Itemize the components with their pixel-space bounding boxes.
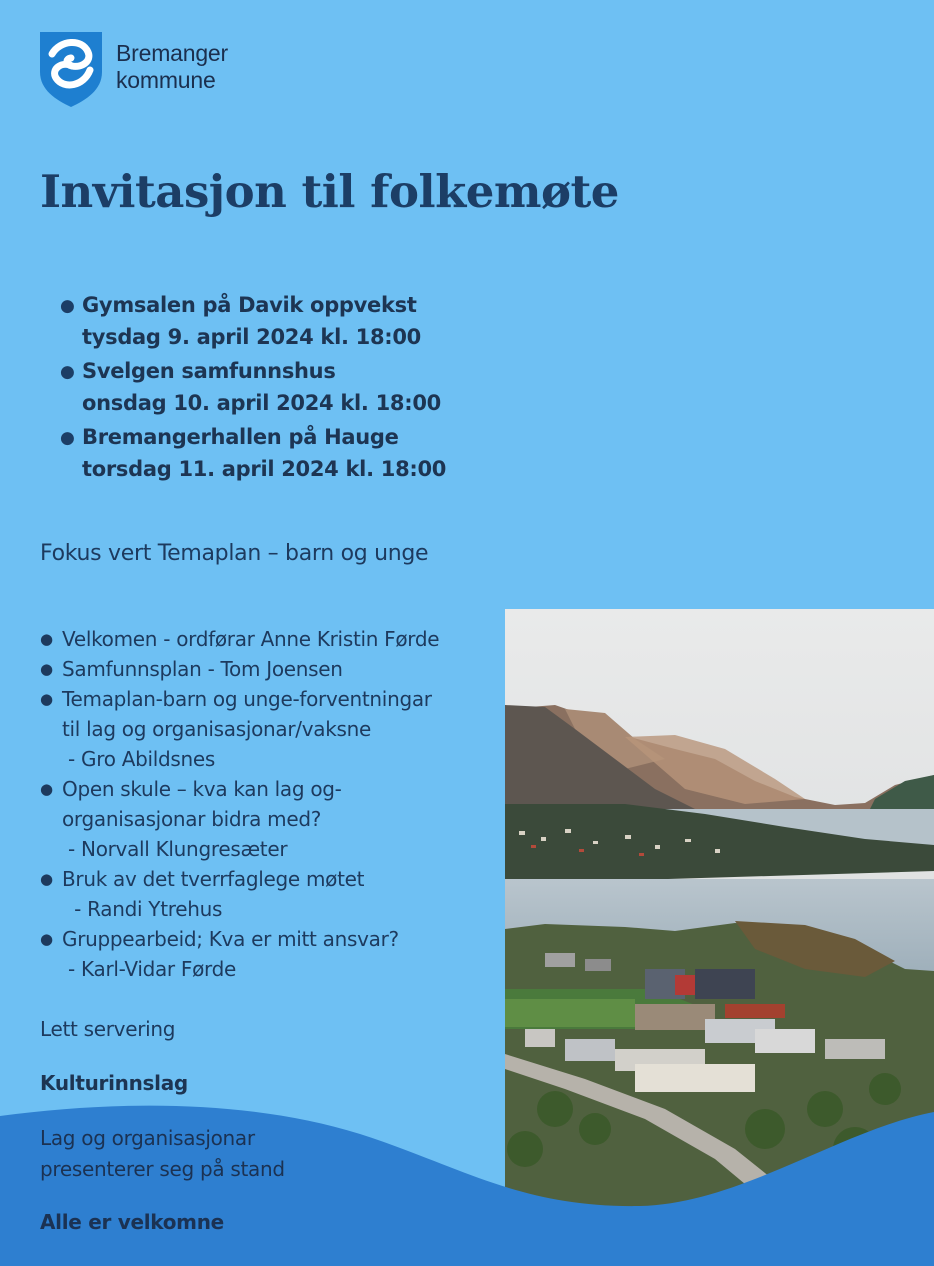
venue-item bbox=[60, 355, 446, 419]
bullet-icon: ● bbox=[40, 930, 54, 948]
welcome-note: Alle er velkomne bbox=[40, 1210, 224, 1234]
org-name-line2: kommune bbox=[116, 67, 216, 93]
stand-line: presenterer seg på stand bbox=[40, 1157, 285, 1181]
stand-line: Lag og organisasjonar bbox=[40, 1126, 255, 1150]
bullet-icon: ● bbox=[40, 690, 54, 708]
venue-time: onsdag 10. april 2024 kl. 18:00 bbox=[82, 391, 441, 415]
agenda-line: - Norvall Klungresæter bbox=[62, 837, 288, 861]
agenda-line: organisasjonar bidra med? bbox=[62, 807, 322, 831]
agenda-line: Gruppearbeid; Kva er mitt ansvar? bbox=[62, 927, 399, 951]
agenda-line: Velkomen - ordførar Anne Kristin Førde bbox=[62, 627, 440, 651]
logo bbox=[38, 28, 104, 108]
venue-place: Gymsalen på Davik oppvekst bbox=[82, 293, 417, 317]
agenda-line: Open skule – kva kan lag og- bbox=[62, 777, 342, 801]
bremanger-shield-logo-icon bbox=[38, 28, 104, 108]
bullet-icon: ● bbox=[40, 780, 54, 798]
agenda-item bbox=[40, 774, 439, 864]
bullet-icon: ● bbox=[40, 870, 54, 888]
bullet-icon: ● bbox=[60, 362, 75, 382]
agenda-line: Temaplan-barn og unge-forventningar bbox=[62, 687, 432, 711]
agenda-line: Bruk av det tverrfaglege møtet bbox=[62, 867, 365, 891]
agenda-item bbox=[40, 624, 439, 654]
venue-place: Svelgen samfunnshus bbox=[82, 359, 336, 383]
agenda-line: Samfunnsplan - Tom Joensen bbox=[62, 657, 343, 681]
venue-list bbox=[60, 289, 446, 485]
agenda-line: til lag og organisasjonar/vaksne bbox=[62, 717, 372, 741]
stand-note bbox=[40, 1123, 285, 1185]
agenda-line: - Gro Abildsnes bbox=[62, 747, 216, 771]
bullet-icon: ● bbox=[60, 296, 75, 316]
agenda-item bbox=[40, 654, 439, 684]
venue-item bbox=[60, 289, 446, 353]
agenda-item bbox=[40, 924, 439, 984]
venue-time: torsdag 11. april 2024 kl. 18:00 bbox=[82, 457, 447, 481]
agenda-list bbox=[40, 624, 439, 984]
org-name-line1: Bremanger bbox=[116, 40, 228, 66]
organization-name bbox=[116, 40, 228, 94]
focus-heading: Fokus vert Temaplan – barn og unge bbox=[40, 541, 429, 566]
bullet-icon: ● bbox=[60, 428, 75, 448]
agenda-line: - Karl-Vidar Førde bbox=[62, 957, 237, 981]
page-title: Invitasjon til folkemøte bbox=[40, 165, 619, 218]
serving-note: Lett servering bbox=[40, 1017, 176, 1041]
bullet-icon: ● bbox=[40, 630, 54, 648]
culture-note: Kulturinnslag bbox=[40, 1071, 188, 1095]
agenda-item bbox=[40, 864, 439, 924]
agenda-item bbox=[40, 684, 439, 774]
bullet-icon: ● bbox=[40, 660, 54, 678]
venue-item bbox=[60, 421, 446, 485]
agenda-line: - Randi Ytrehus bbox=[62, 897, 223, 921]
venue-time: tysdag 9. april 2024 kl. 18:00 bbox=[82, 325, 421, 349]
venue-place: Bremangerhallen på Hauge bbox=[82, 425, 399, 449]
